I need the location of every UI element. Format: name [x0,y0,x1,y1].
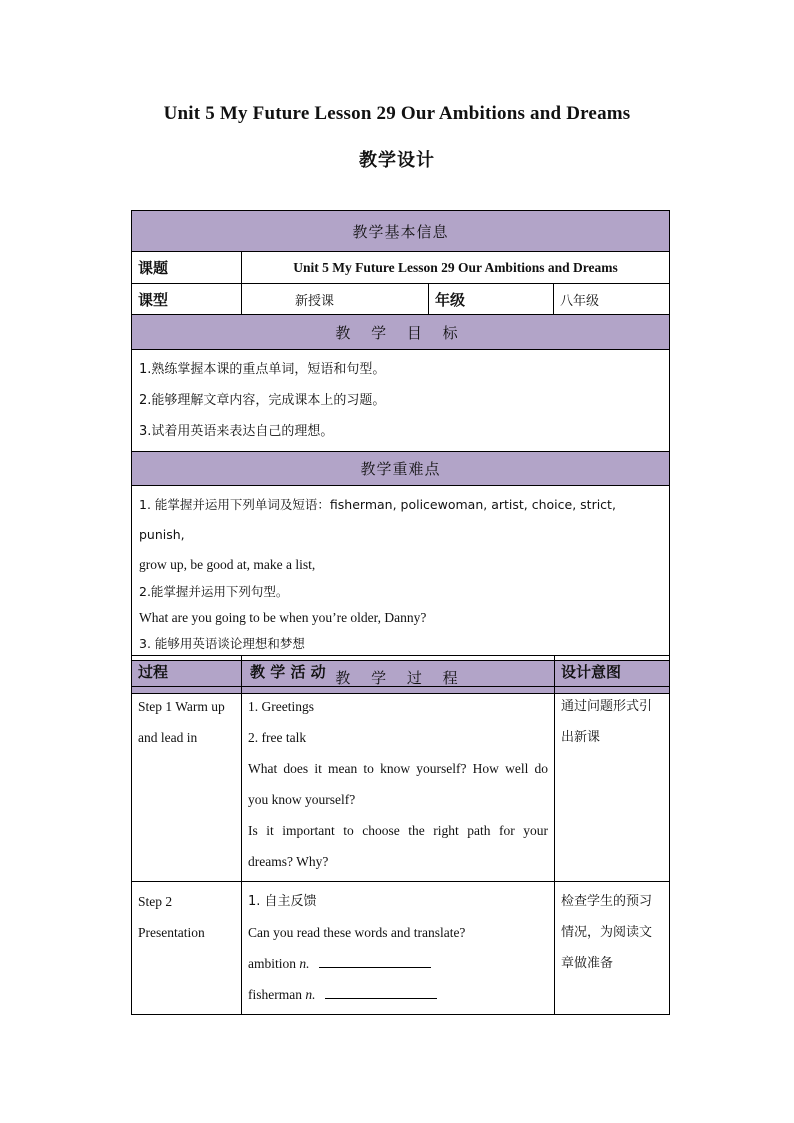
vocab-pos: n. [305,987,316,1002]
activity-line: What does it mean to know yourself? How well do [248,761,548,776]
intent-line: 出新课 [561,730,601,745]
table-row [132,687,670,882]
vocab-pos: n. [299,956,310,971]
activity-line: Can you read these words and translate? [248,925,466,940]
activity-cell [242,882,555,1015]
process-table [131,655,670,1015]
objectives-header: 教 学 目 标 [132,315,670,350]
key-point-line: grow up, be good at, make a list, [139,557,316,572]
intent-line: 检查学生的预习 [561,894,653,909]
objective-item: 3.试着用英语来表达自己的理想。 [139,424,334,439]
grade-value: 八年级 [554,284,670,315]
lesson-plan-table [131,210,670,694]
type-label: 课型 [132,284,242,315]
topic-label: 课题 [132,252,242,284]
vocab-item [248,948,548,979]
vocab-word: ambition [248,956,296,971]
grade-label: 年级 [429,284,554,315]
document-subtitle: 教学设计 [359,150,435,171]
intent-cell [555,882,670,1015]
vocab-item [248,979,548,1010]
col-step-header: 过程 [132,656,242,687]
document-title: Unit 5 My Future Lesson 29 Our Ambitions and Dreams [163,103,631,124]
objective-item: 1.熟练掌握本课的重点单词，短语和句型。 [139,362,386,377]
activity-line: 1. Greetings [248,699,314,714]
step-line: and lead in [138,730,198,745]
step-line: Step 2 [138,894,173,909]
key-point-line: What are you going to be when you’re older, Danny? [139,610,427,625]
step-cell [132,882,242,1015]
type-value: 新授课 [242,284,429,315]
step-line: Step 1 Warm up [138,699,225,714]
topic-value: Unit 5 My Future Lesson 29 Our Ambitions and Dreams [242,252,670,284]
col-intent-header: 设计意图 [555,656,670,687]
process-header: 教 学 过 程 [132,661,670,694]
key-point-line: 3. 能够用英语谈论理想和梦想 [139,636,305,651]
key-points-header: 教学重难点 [132,452,670,486]
intent-line: 章做准备 [561,956,614,971]
objective-item: 2.能够理解文章内容，完成课本上的习题。 [139,393,386,408]
table-row [132,882,670,1015]
fill-blank[interactable] [325,986,437,999]
key-point-line: 2.能掌握并运用下列句型。 [139,584,289,599]
activity-line: you know yourself? [248,792,356,807]
step-line: Presentation [138,925,205,940]
col-activity-header: 教 学 活 动 [242,656,555,687]
activity-line: dreams? Why? [248,854,329,869]
key-point-line: 1. 能掌握并运用下列单词及短语：fisherman, policewoman, artist, choice, strict, punish, [139,497,616,542]
fill-blank[interactable] [319,955,431,968]
objectives-list [132,350,670,452]
activity-line: 1. 自主反馈 [248,894,317,909]
key-points-content [132,486,670,661]
activity-line: Is it important to choose the right path for your [248,823,548,838]
activity-cell [242,687,555,882]
step-cell [132,687,242,882]
activity-line: 2. free talk [248,730,307,745]
vocab-word: fisherman [248,987,302,1002]
intent-line: 情况，为阅读文 [561,925,653,940]
basic-info-header: 教学基本信息 [132,211,670,252]
intent-line: 通过问题形式引 [561,699,653,714]
intent-cell [555,687,670,882]
